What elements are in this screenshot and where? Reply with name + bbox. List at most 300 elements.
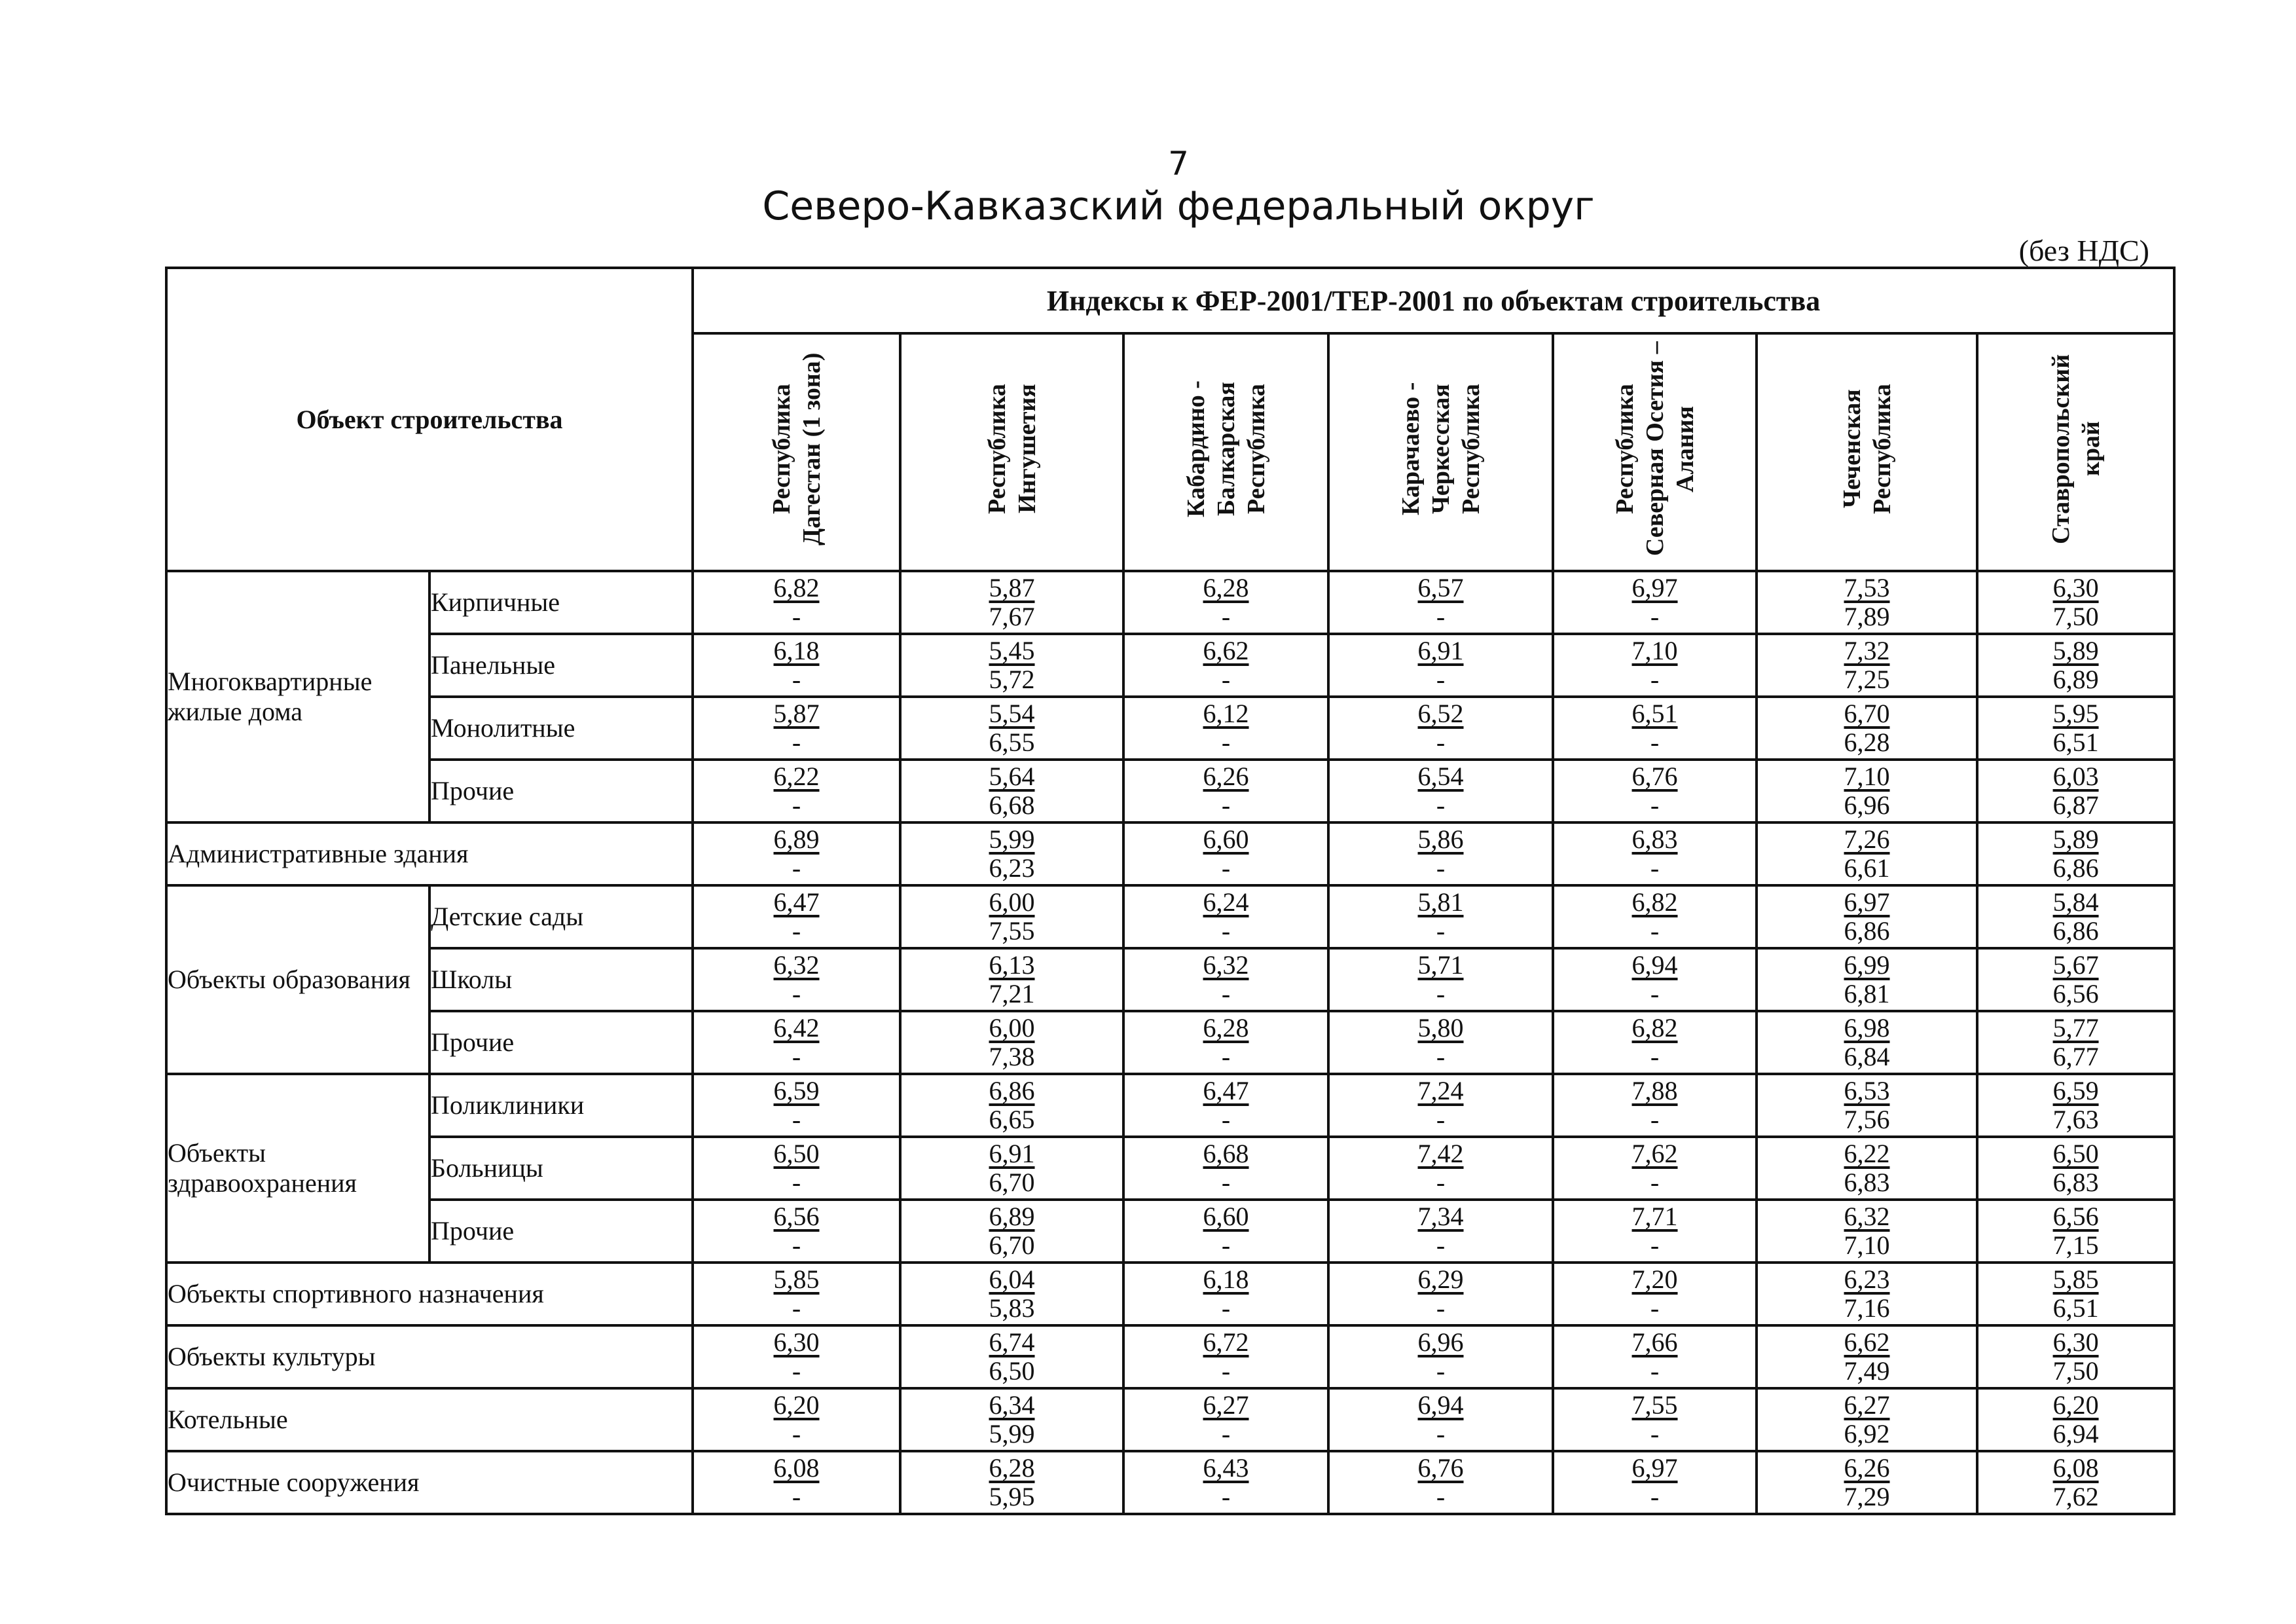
fer-index-line bbox=[902, 951, 1122, 980]
fer-index-line bbox=[902, 1077, 1122, 1105]
index-cell bbox=[1123, 1011, 1328, 1074]
fer-index-value: 7,53 bbox=[1844, 573, 1890, 602]
index-cell bbox=[1553, 822, 1757, 885]
ter-index-value: 7,16 bbox=[1844, 1293, 1890, 1323]
ter-index-value: 6,77 bbox=[2052, 1042, 2099, 1071]
object-subtype-label: Прочие bbox=[429, 1200, 693, 1263]
fer-index-line bbox=[694, 637, 899, 665]
fer-index-line bbox=[1758, 1202, 1976, 1231]
fer-index-value: 6,04 bbox=[989, 1264, 1035, 1294]
fer-index-line bbox=[902, 825, 1122, 854]
fer-index-line bbox=[1125, 888, 1327, 917]
fer-index-line bbox=[1978, 825, 2173, 854]
fer-index-line bbox=[1758, 1391, 1976, 1420]
fer-index-value: 7,20 bbox=[1631, 1264, 1678, 1294]
fer-index-value: 7,88 bbox=[1631, 1076, 1678, 1105]
fer-index-value: 5,45 bbox=[989, 636, 1035, 665]
fer-index-line bbox=[1978, 637, 2173, 665]
ter-index-value: 7,49 bbox=[1844, 1356, 1890, 1386]
fer-index-line bbox=[694, 825, 899, 854]
index-cell bbox=[1123, 1388, 1328, 1451]
ter-index-value: 7,38 bbox=[989, 1042, 1035, 1071]
index-cell bbox=[1123, 948, 1328, 1011]
fer-index-value: 7,10 bbox=[1631, 636, 1678, 665]
fer-index-value: 5,85 bbox=[2052, 1264, 2099, 1294]
ter-index-value: - bbox=[1436, 665, 1446, 694]
fer-index-value: 6,68 bbox=[1203, 1139, 1249, 1168]
fer-index-value: 6,12 bbox=[1203, 699, 1249, 728]
index-cell bbox=[900, 760, 1123, 822]
ter-index-value: - bbox=[1221, 979, 1231, 1008]
fer-index-line bbox=[1125, 1391, 1327, 1420]
index-cell bbox=[1553, 885, 1757, 948]
fer-index-value: 7,71 bbox=[1631, 1202, 1678, 1231]
fer-index-line bbox=[1554, 1265, 1755, 1294]
fer-index-value: 6,60 bbox=[1203, 824, 1249, 854]
fer-index-line bbox=[694, 1139, 899, 1168]
table-row bbox=[166, 1451, 2174, 1514]
fer-index-value: 5,87 bbox=[773, 699, 820, 728]
fer-index-value: 7,26 bbox=[1844, 824, 1890, 854]
object-group-label: Многоквартирные жилые дома bbox=[166, 571, 429, 822]
ter-index-value: 6,86 bbox=[2052, 853, 2099, 883]
index-cell bbox=[900, 885, 1123, 948]
fer-index-value: 6,97 bbox=[1631, 573, 1678, 602]
index-cell bbox=[900, 634, 1123, 697]
ter-index-value: - bbox=[1650, 1293, 1660, 1323]
fer-index-value: 6,70 bbox=[1844, 699, 1890, 728]
ter-index-value: - bbox=[1436, 1419, 1446, 1449]
fer-index-line bbox=[1978, 1139, 2173, 1168]
fer-index-value: 6,50 bbox=[773, 1139, 820, 1168]
index-cell bbox=[1328, 1200, 1553, 1263]
index-cell bbox=[1123, 1074, 1328, 1137]
table-row bbox=[166, 885, 2174, 948]
fer-index-line bbox=[1554, 951, 1755, 980]
fer-index-line bbox=[1330, 574, 1552, 602]
region-header bbox=[693, 333, 900, 571]
ter-index-value: - bbox=[792, 979, 801, 1008]
fer-index-line bbox=[902, 1391, 1122, 1420]
index-cell bbox=[1328, 1263, 1553, 1325]
fer-index-value: 6,30 bbox=[773, 1327, 820, 1357]
fer-index-value: 5,89 bbox=[2052, 636, 2099, 665]
ter-index-value: 5,83 bbox=[989, 1293, 1035, 1323]
fer-index-value: 7,34 bbox=[1417, 1202, 1464, 1231]
index-cell bbox=[1757, 1388, 1977, 1451]
ter-index-value: 5,95 bbox=[989, 1482, 1035, 1511]
index-cell bbox=[1328, 760, 1553, 822]
index-cell bbox=[693, 822, 900, 885]
fer-index-line bbox=[1330, 699, 1552, 728]
fer-index-value: 6,62 bbox=[1203, 636, 1249, 665]
ter-index-value: - bbox=[1436, 853, 1446, 883]
fer-index-value: 5,64 bbox=[989, 762, 1035, 791]
fer-index-line bbox=[902, 1014, 1122, 1043]
fer-index-value: 5,95 bbox=[2052, 699, 2099, 728]
index-cell bbox=[1553, 1451, 1757, 1514]
region-header-label: Республика Северная Осетия – Алания bbox=[1611, 341, 1699, 557]
fer-index-line bbox=[1125, 1139, 1327, 1168]
index-cell bbox=[1757, 1074, 1977, 1137]
object-type-label: Объекты культуры bbox=[166, 1325, 693, 1388]
fer-index-line bbox=[1330, 1328, 1552, 1357]
index-cell bbox=[1553, 697, 1757, 760]
fer-index-line bbox=[694, 1391, 899, 1420]
index-cell bbox=[1553, 571, 1757, 634]
index-cell bbox=[693, 1388, 900, 1451]
table-row bbox=[166, 1200, 2174, 1263]
index-cell bbox=[1977, 885, 2174, 948]
ter-index-value: 7,50 bbox=[2052, 602, 2099, 631]
fer-index-line bbox=[1330, 637, 1552, 665]
ter-index-value: 6,61 bbox=[1844, 853, 1890, 883]
fer-index-value: 6,54 bbox=[1417, 762, 1464, 791]
fer-index-value: 6,27 bbox=[1203, 1390, 1249, 1420]
object-type-label: Котельные bbox=[166, 1388, 693, 1451]
fer-index-line bbox=[1554, 888, 1755, 917]
ter-index-value: - bbox=[1221, 728, 1231, 757]
fer-index-line bbox=[902, 1454, 1122, 1483]
fer-index-line bbox=[1125, 1077, 1327, 1105]
index-cell bbox=[1123, 1263, 1328, 1325]
region-header-label: Кабардино - Балкарская Республика bbox=[1182, 380, 1270, 517]
fer-index-value: 6,89 bbox=[989, 1202, 1035, 1231]
fer-index-value: 6,94 bbox=[1417, 1390, 1464, 1420]
ter-index-value: - bbox=[1221, 665, 1231, 694]
fer-index-value: 6,47 bbox=[1203, 1076, 1249, 1105]
ter-index-value: - bbox=[1221, 790, 1231, 820]
object-column-header: Объект строительства bbox=[166, 268, 693, 571]
index-cell bbox=[693, 634, 900, 697]
fer-index-line bbox=[1554, 1014, 1755, 1043]
fer-index-value: 6,24 bbox=[1203, 887, 1249, 917]
object-subtype-label: Панельные bbox=[429, 634, 693, 697]
fer-index-line bbox=[1978, 888, 2173, 917]
ter-index-value: 7,63 bbox=[2052, 1105, 2099, 1134]
fer-index-value: 6,97 bbox=[1844, 887, 1890, 917]
fer-index-value: 5,84 bbox=[2052, 887, 2099, 917]
ter-index-value: - bbox=[1436, 916, 1446, 946]
ter-index-value: - bbox=[1221, 853, 1231, 883]
ter-index-value: - bbox=[1436, 1293, 1446, 1323]
ter-index-value: 7,25 bbox=[1844, 665, 1890, 694]
region-header bbox=[1977, 333, 2174, 571]
fer-index-value: 6,94 bbox=[1631, 950, 1678, 980]
index-cell bbox=[1328, 634, 1553, 697]
fer-index-value: 5,54 bbox=[989, 699, 1035, 728]
fer-index-value: 6,28 bbox=[989, 1453, 1035, 1483]
ter-index-value: - bbox=[1650, 665, 1660, 694]
index-cell bbox=[1553, 1137, 1757, 1200]
ter-index-value: - bbox=[792, 602, 801, 631]
fer-index-line bbox=[694, 1328, 899, 1357]
region-header-label: Карачаево - Черкесская Республика bbox=[1396, 382, 1485, 516]
fer-index-value: 6,27 bbox=[1844, 1390, 1890, 1420]
fer-index-line bbox=[1758, 1014, 1976, 1043]
fer-index-value: 6,00 bbox=[989, 1013, 1035, 1043]
fer-index-value: 6,82 bbox=[1631, 887, 1678, 917]
fer-index-line bbox=[1125, 699, 1327, 728]
ter-index-value: - bbox=[1650, 728, 1660, 757]
fer-index-line bbox=[1978, 1391, 2173, 1420]
ter-index-value: - bbox=[1221, 1419, 1231, 1449]
index-cell bbox=[1977, 1325, 2174, 1388]
index-cell bbox=[1977, 822, 2174, 885]
fer-index-value: 6,83 bbox=[1631, 824, 1678, 854]
fer-index-value: 6,91 bbox=[989, 1139, 1035, 1168]
ter-index-value: - bbox=[792, 665, 801, 694]
fer-index-value: 6,08 bbox=[2052, 1453, 2099, 1483]
ter-index-value: - bbox=[792, 1293, 801, 1323]
ter-index-value: 6,70 bbox=[989, 1230, 1035, 1260]
fer-index-line bbox=[694, 1077, 899, 1105]
fer-index-value: 6,18 bbox=[773, 636, 820, 665]
fer-index-line bbox=[1330, 825, 1552, 854]
ter-index-value: 7,89 bbox=[1844, 602, 1890, 631]
fer-index-value: 5,80 bbox=[1417, 1013, 1464, 1043]
fer-index-value: 6,23 bbox=[1844, 1264, 1890, 1294]
fer-index-value: 7,42 bbox=[1417, 1139, 1464, 1168]
fer-index-line bbox=[1330, 1202, 1552, 1231]
ter-index-value: 6,94 bbox=[2052, 1419, 2099, 1449]
ter-index-value: 6,83 bbox=[2052, 1168, 2099, 1197]
fer-index-line bbox=[1978, 762, 2173, 791]
fer-index-value: 6,50 bbox=[2052, 1139, 2099, 1168]
index-cell bbox=[900, 697, 1123, 760]
region-header-label: Республика Ингушетия bbox=[983, 384, 1041, 514]
fer-index-value: 6,26 bbox=[1844, 1453, 1890, 1483]
fer-index-line bbox=[1125, 1265, 1327, 1294]
fer-index-line bbox=[1330, 762, 1552, 791]
ter-index-value: 5,99 bbox=[989, 1419, 1035, 1449]
ter-index-value: 6,68 bbox=[989, 790, 1035, 820]
fer-index-line bbox=[902, 762, 1122, 791]
index-cell bbox=[693, 1263, 900, 1325]
object-subtype-label: Детские сады bbox=[429, 885, 693, 948]
fer-index-line bbox=[902, 1139, 1122, 1168]
fer-index-value: 6,29 bbox=[1417, 1264, 1464, 1294]
fer-index-value: 6,18 bbox=[1203, 1264, 1249, 1294]
index-cell bbox=[1328, 1137, 1553, 1200]
ter-index-value: - bbox=[1650, 853, 1660, 883]
fer-index-line bbox=[694, 1265, 899, 1294]
fer-index-value: 6,00 bbox=[989, 887, 1035, 917]
fer-index-line bbox=[1758, 951, 1976, 980]
ter-index-value: - bbox=[1436, 728, 1446, 757]
fer-index-value: 6,08 bbox=[773, 1453, 820, 1483]
fer-index-line bbox=[1978, 1202, 2173, 1231]
index-cell bbox=[1977, 1011, 2174, 1074]
fer-index-line bbox=[1125, 637, 1327, 665]
ter-index-value: 6,81 bbox=[1844, 979, 1890, 1008]
ter-index-value: 7,21 bbox=[989, 979, 1035, 1008]
table-row bbox=[166, 1137, 2174, 1200]
fer-index-line bbox=[1758, 637, 1976, 665]
index-cell bbox=[1553, 1200, 1757, 1263]
fer-index-value: 6,59 bbox=[773, 1076, 820, 1105]
fer-index-line bbox=[1978, 951, 2173, 980]
fer-index-line bbox=[1758, 888, 1976, 917]
ter-index-value: - bbox=[1436, 979, 1446, 1008]
ter-index-value: 6,89 bbox=[2052, 665, 2099, 694]
ter-index-value: 7,15 bbox=[2052, 1230, 2099, 1260]
region-header bbox=[900, 333, 1123, 571]
fer-index-line bbox=[1758, 1139, 1976, 1168]
ter-index-value: - bbox=[1436, 602, 1446, 631]
object-type-label: Объекты спортивного назначения bbox=[166, 1263, 693, 1325]
fer-index-value: 6,96 bbox=[1417, 1327, 1464, 1357]
index-cell bbox=[1757, 885, 1977, 948]
fer-index-value: 6,28 bbox=[1203, 573, 1249, 602]
ter-index-value: 6,51 bbox=[2052, 728, 2099, 757]
fer-index-line bbox=[694, 888, 899, 917]
index-cell bbox=[1977, 1200, 2174, 1263]
page-title: Северо-Кавказский федеральный округ bbox=[762, 183, 1595, 229]
index-cell bbox=[1328, 822, 1553, 885]
ter-index-value: - bbox=[1650, 916, 1660, 946]
object-subtype-label: Поликлиники bbox=[429, 1074, 693, 1137]
ter-index-value: 6,23 bbox=[989, 853, 1035, 883]
fer-index-value: 6,91 bbox=[1417, 636, 1464, 665]
ter-index-value: 7,55 bbox=[989, 916, 1035, 946]
fer-index-value: 5,67 bbox=[2052, 950, 2099, 980]
fer-index-value: 6,22 bbox=[1844, 1139, 1890, 1168]
index-cell bbox=[1328, 885, 1553, 948]
fer-index-value: 5,86 bbox=[1417, 824, 1464, 854]
table-row bbox=[166, 634, 2174, 697]
fer-index-line bbox=[1554, 574, 1755, 602]
ter-index-value: 7,10 bbox=[1844, 1230, 1890, 1260]
region-header bbox=[1328, 333, 1553, 571]
fer-index-value: 6,28 bbox=[1203, 1013, 1249, 1043]
fer-index-value: 6,82 bbox=[773, 573, 820, 602]
index-cell bbox=[1328, 1451, 1553, 1514]
ter-index-value: 6,55 bbox=[989, 728, 1035, 757]
index-cell bbox=[1757, 634, 1977, 697]
fer-index-value: 6,89 bbox=[773, 824, 820, 854]
ter-index-value: - bbox=[792, 1230, 801, 1260]
index-cell bbox=[1328, 697, 1553, 760]
index-cell bbox=[1757, 760, 1977, 822]
fer-index-value: 6,60 bbox=[1203, 1202, 1249, 1231]
fer-index-value: 6,32 bbox=[1844, 1202, 1890, 1231]
index-cell bbox=[1553, 760, 1757, 822]
table-row bbox=[166, 1074, 2174, 1137]
fer-index-value: 6,56 bbox=[2052, 1202, 2099, 1231]
index-cell bbox=[1977, 948, 2174, 1011]
fer-index-line bbox=[1330, 1265, 1552, 1294]
ter-index-value: - bbox=[792, 1168, 801, 1197]
fer-index-value: 6,26 bbox=[1203, 762, 1249, 791]
index-cell bbox=[1757, 1451, 1977, 1514]
index-cell bbox=[1123, 822, 1328, 885]
index-cell bbox=[1977, 760, 2174, 822]
fer-index-line bbox=[694, 1202, 899, 1231]
fer-index-value: 6,59 bbox=[2052, 1076, 2099, 1105]
fer-index-line bbox=[694, 951, 899, 980]
table-row bbox=[166, 822, 2174, 885]
index-cell bbox=[693, 1011, 900, 1074]
fer-index-line bbox=[1330, 1077, 1552, 1105]
ter-index-value: - bbox=[1221, 1482, 1231, 1511]
fer-index-value: 6,30 bbox=[2052, 1327, 2099, 1357]
index-cell bbox=[1328, 1074, 1553, 1137]
ter-index-value: 6,92 bbox=[1844, 1419, 1890, 1449]
fer-index-value: 5,81 bbox=[1417, 887, 1464, 917]
object-subtype-label: Школы bbox=[429, 948, 693, 1011]
fer-index-line bbox=[1758, 1454, 1976, 1483]
ter-index-value: - bbox=[1436, 1168, 1446, 1197]
fer-index-line bbox=[902, 1265, 1122, 1294]
ter-index-value: 5,72 bbox=[989, 665, 1035, 694]
fer-index-line bbox=[694, 1014, 899, 1043]
ter-index-value: - bbox=[1436, 790, 1446, 820]
fer-index-line bbox=[694, 762, 899, 791]
fer-index-line bbox=[902, 699, 1122, 728]
index-cell bbox=[900, 1074, 1123, 1137]
fer-index-value: 6,20 bbox=[773, 1390, 820, 1420]
fer-index-line bbox=[1125, 951, 1327, 980]
index-cell bbox=[1553, 1011, 1757, 1074]
ter-index-value: - bbox=[792, 1482, 801, 1511]
index-cell bbox=[900, 948, 1123, 1011]
fer-index-line bbox=[902, 1202, 1122, 1231]
fer-index-line bbox=[1978, 1014, 2173, 1043]
index-cell bbox=[1757, 1325, 1977, 1388]
fer-index-line bbox=[902, 637, 1122, 665]
ter-index-value: 6,96 bbox=[1844, 790, 1890, 820]
index-cell bbox=[1553, 1074, 1757, 1137]
ter-index-value: - bbox=[1650, 1042, 1660, 1071]
index-cell bbox=[1553, 1388, 1757, 1451]
index-cell bbox=[1977, 571, 2174, 634]
ter-index-value: - bbox=[1650, 1105, 1660, 1134]
index-cell bbox=[1553, 948, 1757, 1011]
index-cell bbox=[1757, 1137, 1977, 1200]
fer-index-value: 6,57 bbox=[1417, 573, 1464, 602]
table-row bbox=[166, 1263, 2174, 1325]
fer-index-line bbox=[1125, 825, 1327, 854]
index-cell bbox=[1123, 885, 1328, 948]
fer-index-line bbox=[1330, 1014, 1552, 1043]
fer-index-value: 6,32 bbox=[773, 950, 820, 980]
object-subtype-label: Больницы bbox=[429, 1137, 693, 1200]
ter-index-value: - bbox=[1436, 1105, 1446, 1134]
index-cell bbox=[693, 885, 900, 948]
fer-index-line bbox=[694, 699, 899, 728]
ter-index-value: - bbox=[792, 1105, 801, 1134]
fer-index-line bbox=[902, 888, 1122, 917]
fer-index-value: 6,76 bbox=[1631, 762, 1678, 791]
object-group-label: Объекты здравоохранения bbox=[166, 1074, 429, 1263]
ter-index-value: - bbox=[792, 916, 801, 946]
fer-index-line bbox=[1758, 1077, 1976, 1105]
fer-index-line bbox=[1758, 762, 1976, 791]
index-cell bbox=[1123, 760, 1328, 822]
ter-index-value: - bbox=[1221, 1356, 1231, 1386]
index-cell bbox=[1757, 948, 1977, 1011]
ter-index-value: - bbox=[1221, 1105, 1231, 1134]
fer-index-value: 6,86 bbox=[989, 1076, 1035, 1105]
fer-index-line bbox=[1330, 1139, 1552, 1168]
fer-index-value: 6,30 bbox=[2052, 573, 2099, 602]
fer-index-value: 5,89 bbox=[2052, 824, 2099, 854]
table-row bbox=[166, 571, 2174, 634]
ter-index-value: - bbox=[1650, 790, 1660, 820]
fer-index-line bbox=[694, 574, 899, 602]
table-row bbox=[166, 697, 2174, 760]
